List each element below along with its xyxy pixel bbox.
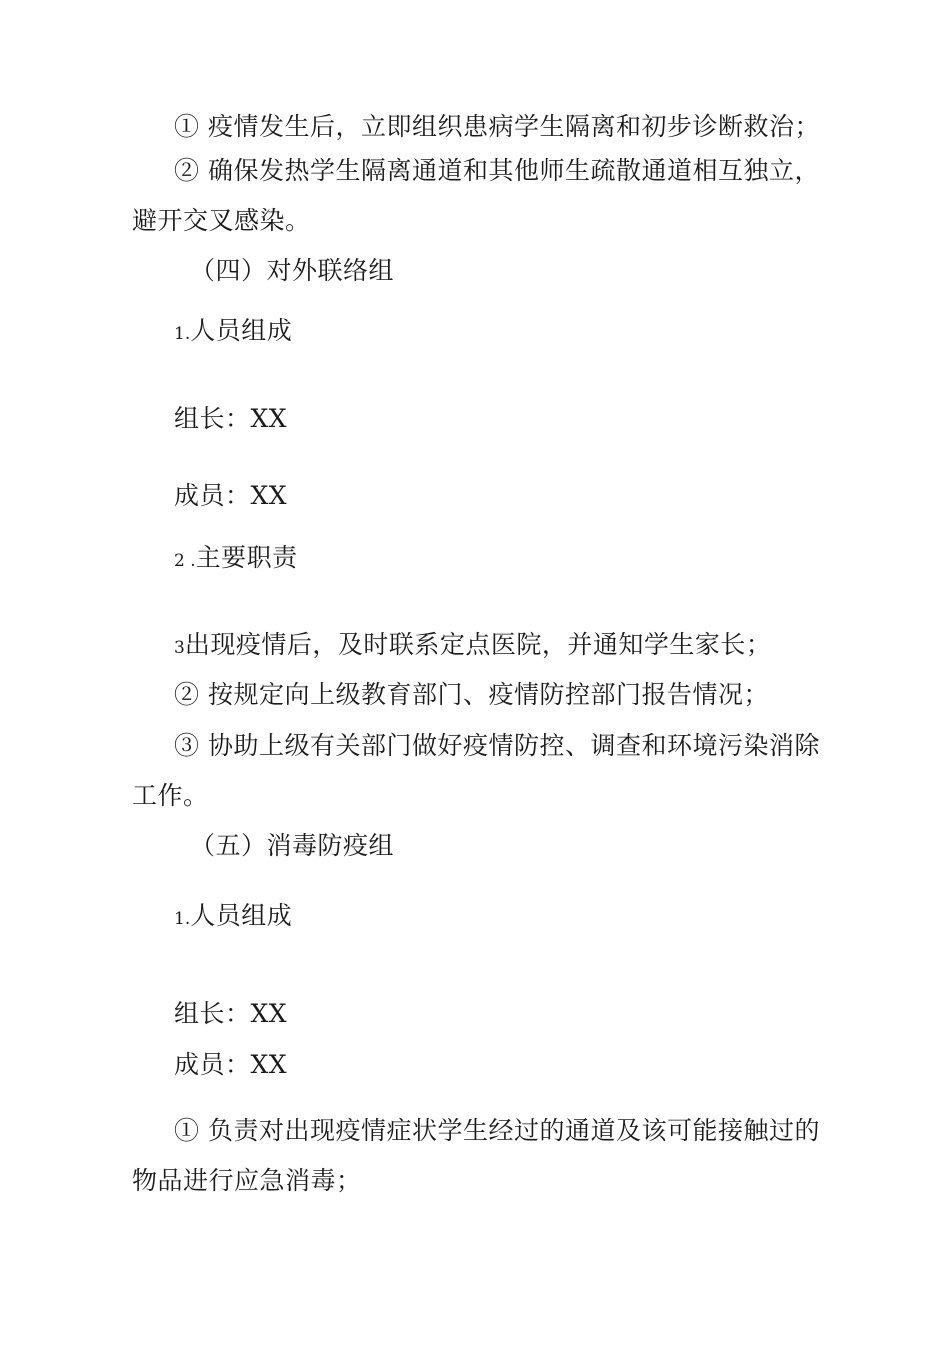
liaison-members: 成员：XX <box>174 481 288 510</box>
liaison-duty-assist-line1: ③ 协助上级有关部门做好疫情防控、调查和环境污染消除 <box>174 731 820 760</box>
liaison-duty-contact-hospital <box>174 630 771 663</box>
duty-number: 3 <box>174 638 185 658</box>
paragraph-separate-channels-line2: 避开交叉感染。 <box>132 206 311 235</box>
section-heading-liaison: （四）对外联络组 <box>190 256 395 285</box>
liaison-duty-assist-line2: 工作。 <box>132 781 209 810</box>
duty-text: 出现疫情后，及时联系定点医院，并通知学生家长； <box>184 630 772 659</box>
disinfection-members: 成员：XX <box>174 1050 288 1079</box>
item-title: 主要职责 <box>195 543 298 572</box>
liaison-item-duties <box>174 543 298 576</box>
section-heading-disinfection: （五）消毒防疫组 <box>190 831 395 860</box>
item-number: 2 . <box>174 551 196 571</box>
item-number: 1. <box>174 324 191 344</box>
liaison-item-personnel <box>174 316 292 349</box>
paragraph-isolation: ① 疫情发生后，立即组织患病学生隔离和初步诊断救治； <box>174 112 820 141</box>
disinfection-item-personnel <box>174 901 292 934</box>
paragraph-separate-channels-line1: ② 确保发热学生隔离通道和其他师生疏散通道相互独立， <box>174 156 820 185</box>
disinfection-leader: 组长：XX <box>174 999 288 1028</box>
disinfection-duty-line2: 物品进行应急消毒； <box>132 1166 362 1195</box>
liaison-duty-report: ② 按规定向上级教育部门、疫情防控部门报告情况； <box>174 680 769 709</box>
item-title: 人员组成 <box>190 901 293 930</box>
disinfection-duty-line1: ① 负责对出现疫情症状学生经过的通道及该可能接触过的 <box>174 1116 820 1145</box>
liaison-leader: 组长：XX <box>174 404 288 433</box>
item-number: 1. <box>174 909 191 929</box>
item-title: 人员组成 <box>190 316 293 345</box>
